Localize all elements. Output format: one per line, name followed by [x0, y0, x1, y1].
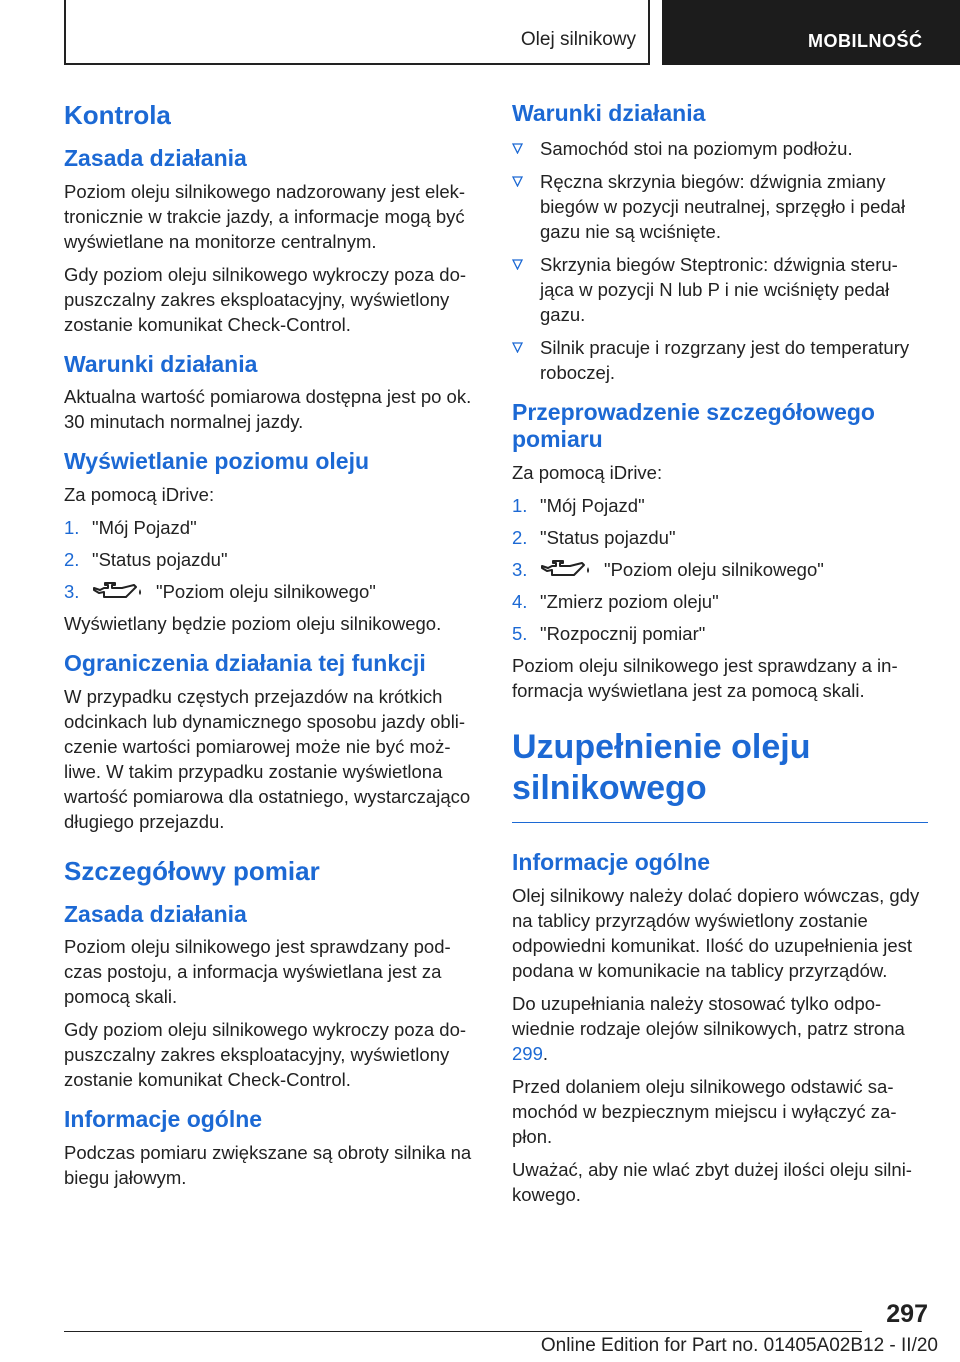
heading-zasada-2: Zasada działania	[64, 900, 247, 927]
triangle-bullet-icon	[512, 143, 523, 154]
page-reference-link[interactable]: 299	[512, 1042, 543, 1064]
step-number: 1.	[64, 516, 80, 538]
paragraph: Gdy poziom oleju silnikowego wykroczy poza do-puszczalny zakres eksploatacyjny, wyświetlony zostanie komunikat Check-Control.	[64, 263, 467, 335]
paragraph: W przypadku częstych przejazdów na krótkich odcinkach lub dynamicznego sposobu jazdy obli-czenie wartości pomiarowej może nie być moż-liwe. W takim przypadku zostanie wyświetlona wartość pomiarowa dla ostatniego, wystarczająco długiego przejazdu.	[64, 685, 471, 832]
header-title-box	[64, 0, 650, 65]
paragraph: Poziom oleju silnikowego jest sprawdzany pod-czas postoju, a informacja wyświetlana jest za pomocą skali.	[64, 936, 451, 1008]
list-item	[512, 525, 928, 550]
step-number: 4.	[512, 590, 528, 612]
heading-uzupelnienie: Uzupełnienie oleju silnikowego	[512, 727, 928, 824]
paragraph: Poziom oleju silnikowego jest sprawdzany a in-formacja wyświetlana jest za pomocą skali.	[512, 654, 898, 701]
triangle-bullet-icon	[512, 259, 523, 270]
list-item	[512, 621, 928, 646]
heading-wyswietlanie: Wyświetlanie poziomu oleju	[64, 448, 370, 475]
step-number: 2.	[64, 548, 80, 570]
list-item	[512, 335, 928, 385]
heading-warunki-2: Warunki działania	[512, 100, 706, 126]
footer-edition: Online Edition for Part no. 01405A02B12 - II/20	[540, 1335, 938, 1356]
step-number: 1.	[512, 494, 528, 516]
step-text: "Status pojazdu"	[540, 526, 676, 548]
bullet-text: Ręczna skrzynia biegów: dźwignia zmiany biegów w pozycji neutralnej, sprzęgło i pedał gazu nie są wciśnięte.	[540, 170, 906, 242]
section-title: MOBILNOŚĆ	[808, 31, 923, 51]
left-column	[64, 100, 480, 1198]
heading-kontrola: Kontrola	[64, 100, 171, 130]
conditions-list	[512, 136, 928, 385]
paragraph	[512, 991, 928, 1066]
footer-divider	[64, 1331, 862, 1332]
heading-ograniczenia: Ograniczenia działania tej funkcji	[64, 649, 426, 676]
step-number: 3.	[512, 558, 528, 580]
step-text: "Mój Pojazd"	[92, 516, 197, 538]
step-number: 5.	[512, 622, 528, 644]
heading-informacje-1: Informacje ogólne	[64, 1106, 263, 1133]
step-number: 3.	[64, 580, 80, 602]
triangle-bullet-icon	[512, 342, 523, 353]
paragraph: Przed dolaniem oleju silnikowego odstawić sa-mochód w bezpiecznym miejscu i wyłączyć za-płon.	[512, 1075, 897, 1147]
heading-przeprowadzenie: Przeprowadzenie szczegółowego pomiaru	[512, 398, 875, 453]
step-text: "Zmierz poziom oleju"	[540, 590, 719, 612]
list-item	[64, 579, 480, 604]
heading-szczegolowy: Szczegółowy pomiar	[64, 855, 320, 886]
idrive-steps-2	[512, 493, 928, 646]
list-item	[512, 557, 928, 582]
oil-can-icon	[540, 558, 596, 580]
triangle-bullet-icon	[512, 176, 523, 187]
step-text: "Poziom oleju silnikowego"	[604, 558, 824, 580]
paragraph: Poziom oleju silnikowego nadzorowany jest elek-tronicznie w trakcie jazdy, a informacje mogą być wyświetlane na monitorze centralnym.	[64, 180, 466, 252]
paragraph: Podczas pomiaru zwiększane są obroty silnika na biegu jałowym.	[64, 1141, 472, 1188]
list-item	[64, 547, 480, 572]
header-section-box	[662, 0, 960, 65]
step-text: "Status pojazdu"	[92, 548, 228, 570]
paragraph: Gdy poziom oleju silnikowego wykroczy poza do-puszczalny zakres eksploatacyjny, wyświetlony zostanie komunikat Check-Control.	[64, 1019, 467, 1091]
page-number: 297	[886, 1300, 928, 1328]
paragraph: Uważać, aby nie wlać zbyt dużej ilości oleju silni-kowego.	[512, 1158, 912, 1205]
step-text: "Rozpocznij pomiar"	[540, 622, 706, 644]
bullet-text: Silnik pracuje i rozgrzany jest do temperatury roboczej.	[540, 336, 910, 383]
paragraph-text: .	[542, 1042, 549, 1064]
paragraph: Za pomocą iDrive:	[64, 483, 215, 505]
list-item	[512, 252, 928, 327]
paragraph: Aktualna wartość pomiarowa dostępna jest po ok. 30 minutach normalnej jazdy.	[64, 386, 472, 433]
oil-can-icon	[92, 580, 148, 602]
paragraph: Za pomocą iDrive:	[512, 461, 663, 483]
bullet-text: Samochód stoi na poziomym podłożu.	[540, 137, 853, 159]
heading-warunki-1: Warunki działania	[64, 350, 258, 377]
step-text: "Poziom oleju silnikowego"	[156, 580, 376, 602]
heading-zasada-1: Zasada działania	[64, 145, 247, 172]
list-item	[64, 515, 480, 540]
step-number: 2.	[512, 526, 528, 548]
paragraph: Wyświetlany będzie poziom oleju silnikowego.	[64, 612, 442, 634]
paragraph-text: Do uzupełniania należy stosować tylko odpo-wiednie rodzaje olejów silnikowych, patrz strona	[512, 992, 905, 1039]
chapter-title: Olej silnikowy	[520, 29, 636, 50]
paragraph: Olej silnikowy należy dolać dopiero wówczas, gdy na tablicy przyrządów wyświetlony zostanie odpowiedni komunikat. Ilość do uzupełnienia jest podana w komunikacie na tablicy przyrządów.	[512, 884, 920, 981]
step-text: "Mój Pojazd"	[540, 494, 645, 516]
idrive-steps-1	[64, 515, 480, 604]
right-column	[512, 100, 928, 1215]
heading-informacje-2: Informacje ogólne	[512, 849, 711, 876]
list-item	[512, 493, 928, 518]
list-item	[512, 169, 928, 244]
bullet-text: Skrzynia biegów Steptronic: dźwignia steru-jąca w pozycji N lub P i nie wciśnięty pedał gazu.	[540, 253, 898, 325]
list-item	[512, 589, 928, 614]
list-item	[512, 136, 928, 161]
